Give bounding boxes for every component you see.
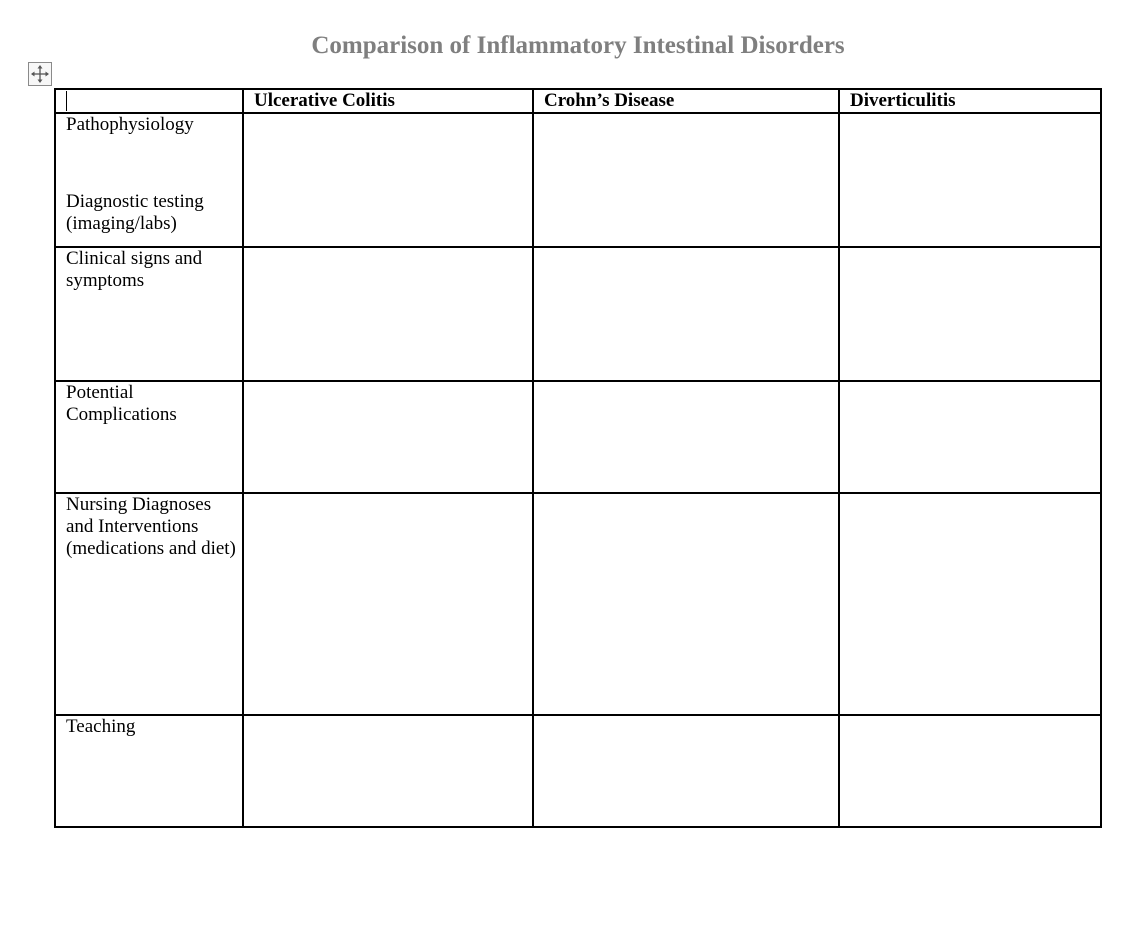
table-cell[interactable]	[533, 493, 839, 715]
table-cell[interactable]	[243, 113, 533, 247]
row-label-potential-complications[interactable]: Potential Complications	[55, 381, 243, 493]
column-header-crohns-disease[interactable]: Crohn’s Disease	[533, 89, 839, 113]
table-cell[interactable]	[533, 113, 839, 247]
table-cell[interactable]	[839, 247, 1101, 381]
table-cell[interactable]	[243, 493, 533, 715]
text-cursor	[66, 91, 67, 111]
table-row	[55, 493, 1101, 715]
table-cell[interactable]	[839, 715, 1101, 827]
table-cell[interactable]	[839, 493, 1101, 715]
column-header-ulcerative-colitis[interactable]: Ulcerative Colitis	[243, 89, 533, 113]
table-cell[interactable]	[533, 715, 839, 827]
table-cell[interactable]	[533, 247, 839, 381]
table-row	[55, 381, 1101, 493]
table-move-handle[interactable]	[28, 62, 52, 86]
table-row	[55, 113, 1101, 247]
table-cell[interactable]	[839, 381, 1101, 493]
row-label-text: Pathophysiology	[66, 114, 194, 135]
row-label-clinical-signs[interactable]: Clinical signs and symptoms	[55, 247, 243, 381]
table-cell[interactable]	[243, 247, 533, 381]
row-label-pathophysiology[interactable]	[55, 113, 243, 247]
table-corner-cell[interactable]	[55, 89, 243, 113]
table-cell[interactable]	[839, 113, 1101, 247]
table-row	[55, 715, 1101, 827]
table-row	[55, 247, 1101, 381]
table-header-row	[55, 89, 1101, 113]
comparison-table	[54, 88, 1102, 828]
row-label-teaching[interactable]: Teaching	[55, 715, 243, 827]
move-arrows-icon	[29, 63, 51, 85]
table-cell[interactable]	[243, 715, 533, 827]
page-title: Comparison of Inflammatory Intestinal Disorders	[311, 32, 845, 59]
table-cell[interactable]	[243, 381, 533, 493]
row-label-nursing-diagnoses[interactable]: Nursing Diagnoses and Interventions (medications and diet)	[55, 493, 243, 715]
column-header-diverticulitis[interactable]: Diverticulitis	[839, 89, 1101, 113]
table-cell[interactable]	[533, 381, 839, 493]
row-sub-label-diagnostic-testing: Diagnostic testing (imaging/labs)	[66, 191, 204, 234]
